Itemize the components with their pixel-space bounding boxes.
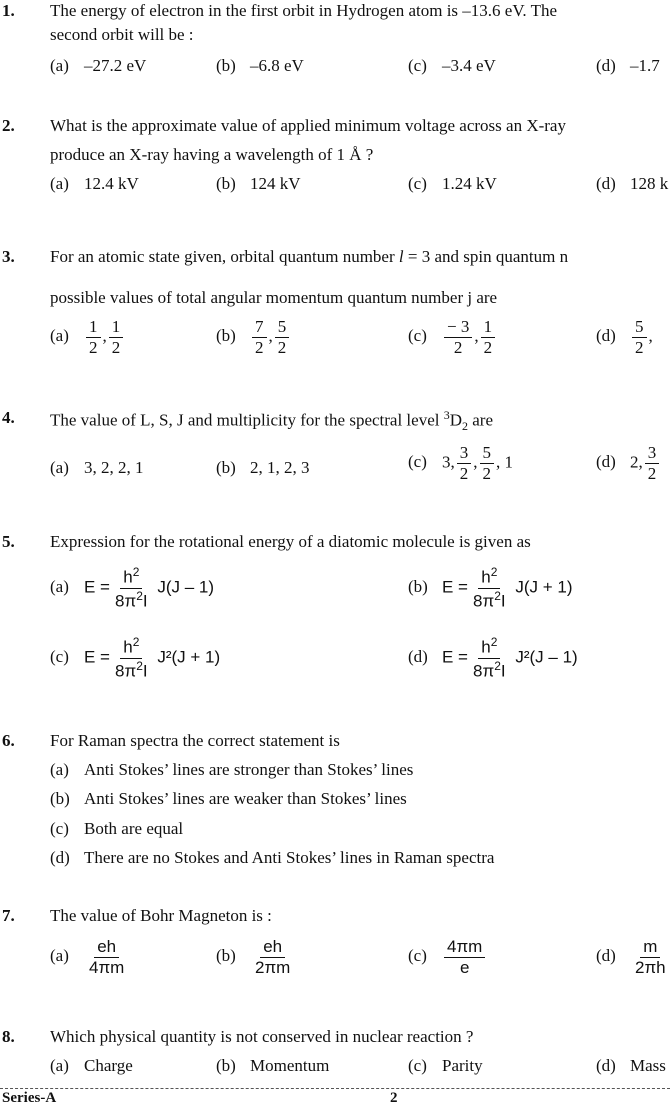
option-a[interactable]: (a) $\frac{1}{2}$ , $\frac{1}{2}$ (50, 318, 125, 357)
option-b[interactable]: (b) $\frac{eh}{2\pi m}$ (216, 937, 291, 977)
option-a[interactable]: (a) Charge (50, 1056, 133, 1075)
option-b[interactable]: (b) 2, 1, 2, 3 (216, 458, 310, 477)
option-c[interactable]: (c) E = $\frac{h^2}{8\pi^2I}$ J²(J + 1) (50, 635, 221, 681)
option-b[interactable]: (b) 124 kV (216, 174, 301, 193)
option-c[interactable]: (c) Parity (408, 1056, 483, 1075)
option-a[interactable]: (a) 12.4 kV (50, 174, 139, 193)
option-c[interactable]: (c) Both are equal (50, 819, 184, 838)
question-text: The energy of electron in the first orbit in Hydrogen atom is –13.6 eV. The (50, 1, 558, 20)
option-d[interactable]: (d) –1.7 (596, 56, 660, 75)
option-d[interactable]: (d) E = $\frac{h^2}{8\pi^2I}$ J²(J – 1) (408, 635, 578, 681)
option-d[interactable]: (d) 128 k (596, 174, 669, 193)
question-number: 6. (2, 731, 15, 750)
question-text: produce an X-ray having a wavelength of 1 Å ? (50, 145, 374, 164)
option-d[interactable]: (d) Mass (596, 1056, 666, 1075)
option-a[interactable]: (a) $\frac{eh}{4\pi m}$ (50, 937, 125, 977)
option-b[interactable]: (b) E = $\frac{h^2}{8\pi^2I}$ J(J + 1) (408, 565, 573, 611)
option-a[interactable]: (a) 3, 2, 2, 1 (50, 458, 144, 477)
option-d[interactable]: (d) $\frac{m}{2\pi h}$ (596, 937, 666, 977)
option-b[interactable]: (b) $\frac{7}{2}$ , $\frac{5}{2}$ (216, 318, 291, 357)
footer-divider (0, 1088, 670, 1089)
question-number: 2. (2, 116, 15, 135)
option-c[interactable]: (c) 3, $\frac{3}{2}$ , $\frac{5}{2}$ , 1 (408, 443, 513, 483)
question-text: The value of L, S, J and multiplicity for the spectral level $^3D_2$ are (50, 408, 494, 434)
option-c[interactable]: (c) –3.4 eV (408, 56, 496, 75)
question-number: 1. (2, 1, 15, 20)
option-b[interactable]: (b) Anti Stokes’ lines are weaker than Stokes’ lines (50, 789, 407, 808)
question-text: second orbit will be : (50, 25, 194, 44)
page-number: 2 (390, 1090, 398, 1106)
option-b[interactable]: (b) –6.8 eV (216, 56, 304, 75)
series-label: Series-A (2, 1090, 57, 1106)
question-text: For Raman spectra the correct statement is (50, 731, 340, 750)
question-text: What is the approximate value of applied minimum voltage across an X-ray (50, 116, 566, 135)
question-text: The value of Bohr Magneton is : (50, 906, 272, 925)
question-number: 8. (2, 1027, 15, 1046)
question-text: For an atomic state given, orbital quantum number l = 3 and spin quantum n (50, 247, 569, 266)
question-number: 4. (2, 408, 15, 427)
option-a[interactable]: (a) Anti Stokes’ lines are stronger than Stokes’ lines (50, 760, 414, 779)
option-c[interactable]: (c) $\frac{- 3}{2}$ , $\frac{1}{2}$ (408, 318, 497, 357)
question-number: 5. (2, 532, 15, 551)
option-b[interactable]: (b) Momentum (216, 1056, 330, 1075)
option-d[interactable]: (d) $\frac{5}{2}$ , (596, 317, 653, 357)
option-a[interactable]: (a) E = $\frac{h^2}{8\pi^2I}$ J(J – 1) (50, 565, 215, 611)
option-d[interactable]: (d) There are no Stokes and Anti Stokes’ lines in Raman spectra (50, 848, 495, 867)
question-text: Expression for the rotational energy of a diatomic molecule is given as (50, 532, 531, 551)
option-d[interactable]: (d) 2, $\frac{3}{2}$ (596, 444, 661, 483)
option-a[interactable]: (a) –27.2 eV (50, 56, 147, 75)
question-number: 7. (2, 906, 15, 925)
question-number: 3. (2, 247, 15, 266)
question-text: Which physical quantity is not conserved in nuclear reaction ? (50, 1027, 474, 1046)
option-c[interactable]: (c) $\frac{4\pi m}{e}$ (408, 938, 487, 977)
option-c[interactable]: (c) 1.24 kV (408, 174, 497, 193)
question-text: possible values of total angular momentum quantum number j are (50, 288, 498, 307)
